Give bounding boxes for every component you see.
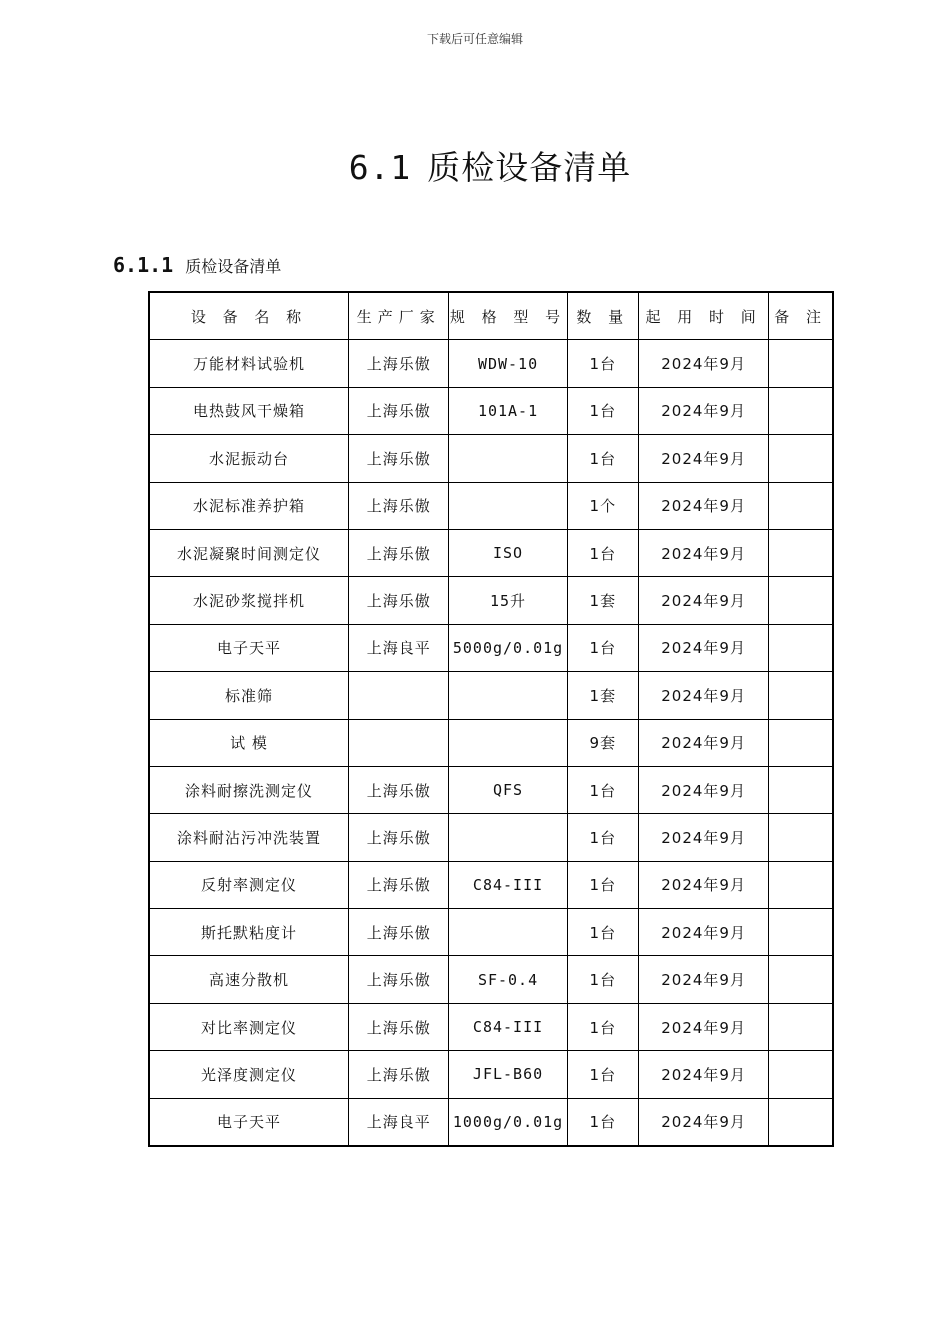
cell-quantity: 1台 <box>567 1098 638 1146</box>
cell-equipment-name: 对比率测定仪 <box>149 1003 349 1050</box>
cell-quantity: 9套 <box>567 719 638 766</box>
cell-quantity: 1台 <box>567 340 638 387</box>
table-row <box>149 672 833 719</box>
cell-remarks <box>769 482 833 529</box>
cell-start-date: 2024年9月 <box>638 861 768 908</box>
cell-start-date: 2024年9月 <box>638 435 768 482</box>
cell-start-date: 2024年9月 <box>638 624 768 671</box>
cell-model <box>449 909 567 956</box>
cell-remarks <box>769 909 833 956</box>
cell-remarks <box>769 435 833 482</box>
cell-equipment-name: 水泥标准养护箱 <box>149 482 349 529</box>
cell-start-date: 2024年9月 <box>638 1098 768 1146</box>
cell-start-date: 2024年9月 <box>638 577 768 624</box>
cell-remarks <box>769 719 833 766</box>
cell-remarks <box>769 624 833 671</box>
table-row <box>149 861 833 908</box>
cell-quantity: 1台 <box>567 529 638 576</box>
title-number: 6.1 <box>348 148 412 187</box>
cell-start-date: 2024年9月 <box>638 672 768 719</box>
cell-start-date: 2024年9月 <box>638 482 768 529</box>
cell-manufacturer: 上海乐傲 <box>349 387 449 434</box>
section-heading <box>113 253 281 277</box>
document-title <box>0 142 950 189</box>
cell-quantity: 1台 <box>567 624 638 671</box>
cell-remarks <box>769 1051 833 1098</box>
cell-quantity: 1台 <box>567 909 638 956</box>
cell-manufacturer <box>349 672 449 719</box>
cell-model <box>449 435 567 482</box>
cell-quantity: 1台 <box>567 956 638 1003</box>
cell-manufacturer: 上海良平 <box>349 624 449 671</box>
cell-manufacturer: 上海良平 <box>349 1098 449 1146</box>
section-number: 6.1.1 <box>113 253 174 277</box>
cell-start-date: 2024年9月 <box>638 814 768 861</box>
cell-manufacturer: 上海乐傲 <box>349 861 449 908</box>
cell-equipment-name: 水泥凝聚时间测定仪 <box>149 529 349 576</box>
header-equipment-name: 设 备 名 称 <box>149 292 349 340</box>
cell-model: ISO <box>449 529 567 576</box>
table-row <box>149 1051 833 1098</box>
cell-start-date: 2024年9月 <box>638 340 768 387</box>
cell-model: WDW-10 <box>449 340 567 387</box>
cell-equipment-name: 高速分散机 <box>149 956 349 1003</box>
cell-manufacturer: 上海乐傲 <box>349 529 449 576</box>
cell-quantity: 1台 <box>567 1051 638 1098</box>
cell-manufacturer: 上海乐傲 <box>349 766 449 813</box>
cell-model: JFL-B60 <box>449 1051 567 1098</box>
cell-remarks <box>769 529 833 576</box>
cell-manufacturer: 上海乐傲 <box>349 814 449 861</box>
cell-start-date: 2024年9月 <box>638 766 768 813</box>
cell-manufacturer: 上海乐傲 <box>349 956 449 1003</box>
section-text: 质检设备清单 <box>185 257 282 276</box>
table-row <box>149 529 833 576</box>
cell-model: 15升 <box>449 577 567 624</box>
cell-quantity: 1台 <box>567 766 638 813</box>
table-row <box>149 624 833 671</box>
table-row <box>149 1003 833 1050</box>
cell-model: C84-III <box>449 861 567 908</box>
cell-quantity: 1台 <box>567 1003 638 1050</box>
table-header-row <box>149 292 833 340</box>
cell-manufacturer: 上海乐傲 <box>349 1003 449 1050</box>
cell-start-date: 2024年9月 <box>638 1003 768 1050</box>
table-row <box>149 814 833 861</box>
cell-model: 101A-1 <box>449 387 567 434</box>
cell-remarks <box>769 956 833 1003</box>
table-row <box>149 719 833 766</box>
cell-manufacturer: 上海乐傲 <box>349 482 449 529</box>
table-row <box>149 435 833 482</box>
cell-quantity: 1套 <box>567 577 638 624</box>
cell-start-date: 2024年9月 <box>638 956 768 1003</box>
header-manufacturer: 生产厂家 <box>349 292 449 340</box>
cell-start-date: 2024年9月 <box>638 387 768 434</box>
cell-remarks <box>769 814 833 861</box>
cell-quantity: 1台 <box>567 435 638 482</box>
cell-equipment-name: 光泽度测定仪 <box>149 1051 349 1098</box>
cell-model <box>449 814 567 861</box>
cell-equipment-name: 标准筛 <box>149 672 349 719</box>
cell-model <box>449 719 567 766</box>
cell-equipment-name: 试 模 <box>149 719 349 766</box>
cell-remarks <box>769 387 833 434</box>
cell-manufacturer: 上海乐傲 <box>349 340 449 387</box>
cell-remarks <box>769 1003 833 1050</box>
cell-manufacturer: 上海乐傲 <box>349 435 449 482</box>
cell-manufacturer: 上海乐傲 <box>349 577 449 624</box>
header-quantity: 数 量 <box>567 292 638 340</box>
page-header-note: 下载后可任意编辑 <box>426 32 523 46</box>
cell-equipment-name: 涂料耐沾污冲洗装置 <box>149 814 349 861</box>
cell-equipment-name: 涂料耐擦洗测定仪 <box>149 766 349 813</box>
header-remarks: 备 注 <box>769 292 833 340</box>
cell-equipment-name: 反射率测定仪 <box>149 861 349 908</box>
cell-remarks <box>769 766 833 813</box>
cell-model <box>449 482 567 529</box>
cell-equipment-name: 水泥振动台 <box>149 435 349 482</box>
table-row <box>149 387 833 434</box>
cell-model: C84-III <box>449 1003 567 1050</box>
cell-start-date: 2024年9月 <box>638 529 768 576</box>
cell-manufacturer: 上海乐傲 <box>349 909 449 956</box>
cell-remarks <box>769 577 833 624</box>
cell-remarks <box>769 861 833 908</box>
cell-start-date: 2024年9月 <box>638 909 768 956</box>
cell-quantity: 1个 <box>567 482 638 529</box>
cell-equipment-name: 水泥砂浆搅拌机 <box>149 577 349 624</box>
equipment-table <box>148 291 834 1147</box>
cell-model: 1000g/0.01g <box>449 1098 567 1146</box>
table-row <box>149 340 833 387</box>
table-row <box>149 577 833 624</box>
cell-start-date: 2024年9月 <box>638 719 768 766</box>
cell-quantity: 1台 <box>567 861 638 908</box>
cell-equipment-name: 万能材料试验机 <box>149 340 349 387</box>
cell-equipment-name: 电子天平 <box>149 1098 349 1146</box>
cell-quantity: 1套 <box>567 672 638 719</box>
cell-quantity: 1台 <box>567 387 638 434</box>
header-start-date: 起 用 时 间 <box>638 292 768 340</box>
cell-start-date: 2024年9月 <box>638 1051 768 1098</box>
table-row <box>149 482 833 529</box>
cell-equipment-name: 电子天平 <box>149 624 349 671</box>
cell-remarks <box>769 340 833 387</box>
cell-model <box>449 672 567 719</box>
cell-model: QFS <box>449 766 567 813</box>
table-row <box>149 956 833 1003</box>
cell-manufacturer <box>349 719 449 766</box>
table-row <box>149 1098 833 1146</box>
cell-manufacturer: 上海乐傲 <box>349 1051 449 1098</box>
cell-remarks <box>769 672 833 719</box>
cell-model: 5000g/0.01g <box>449 624 567 671</box>
cell-equipment-name: 斯托默粘度计 <box>149 909 349 956</box>
title-text: 质检设备清单 <box>427 148 632 187</box>
table-row <box>149 766 833 813</box>
cell-remarks <box>769 1098 833 1146</box>
cell-quantity: 1台 <box>567 814 638 861</box>
cell-model: SF-0.4 <box>449 956 567 1003</box>
header-model: 规 格 型 号 <box>449 292 567 340</box>
table-row <box>149 909 833 956</box>
cell-equipment-name: 电热鼓风干燥箱 <box>149 387 349 434</box>
